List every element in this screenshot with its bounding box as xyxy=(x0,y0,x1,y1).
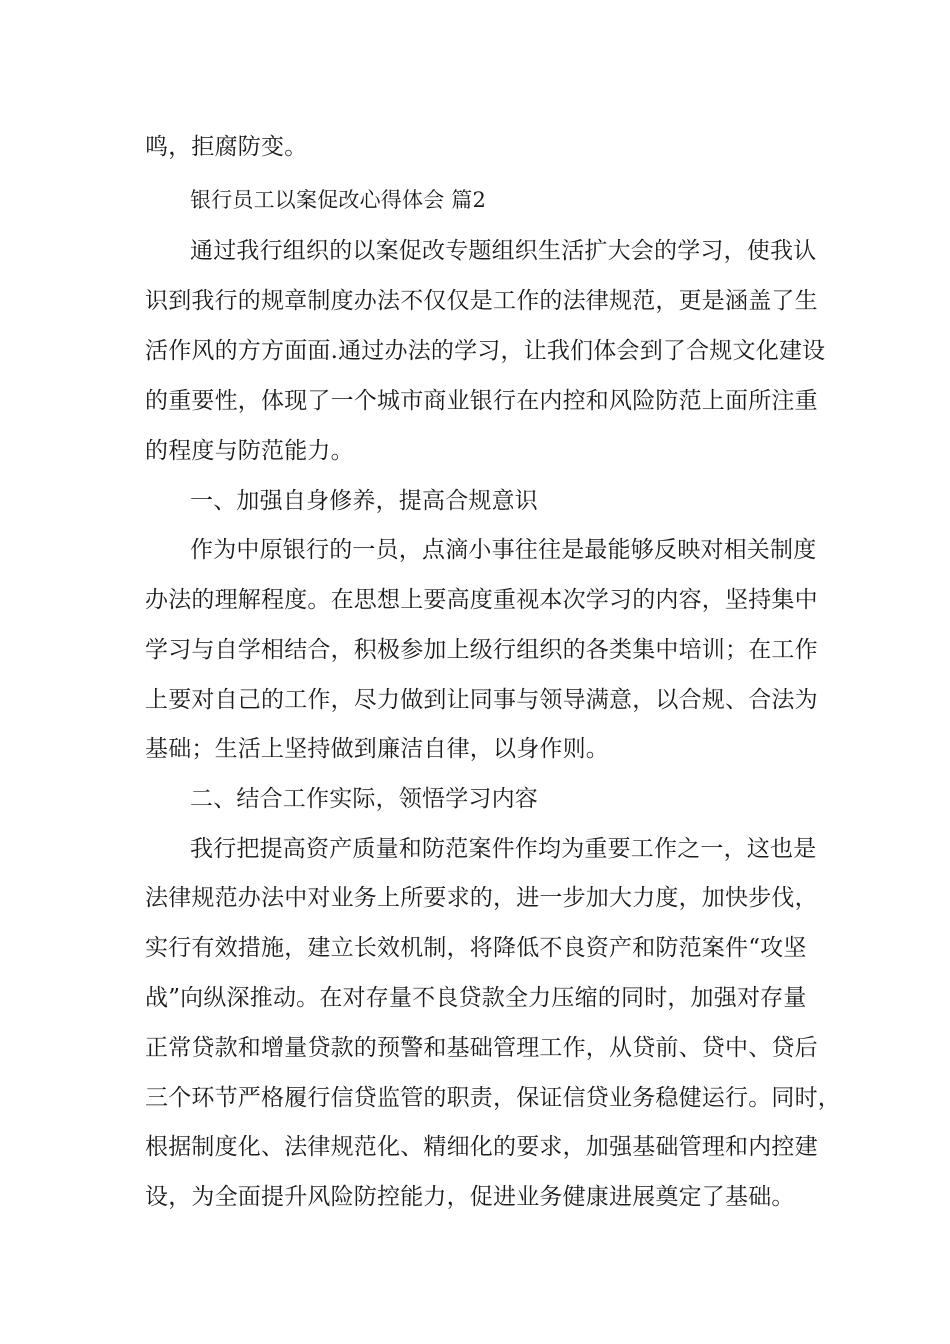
text-line: 的重要性，体现了一个城市商业银行在内控和风险防范上面所注重 xyxy=(145,388,818,414)
text-line: 上要对自己的工作，尽力做到让同事与领导满意，以合规、合法为 xyxy=(145,687,818,713)
text-line: 通过我行组织的以案促改专题组织生活扩大会的学习，使我认 xyxy=(190,238,817,264)
text-line: 战”向纵深推动。在对存量不良贷款全力压缩的同时，加强对存量 xyxy=(145,985,807,1011)
subheading: 二、结合工作实际，领悟学习内容 xyxy=(190,786,538,812)
text-line: 基础；生活上坚持做到廉洁自律，以身作则。 xyxy=(145,736,609,762)
text-line: 活作风的方方面面.通过办法的学习，让我们体会到了合规文化建设 xyxy=(145,338,826,364)
text-line: 办法的理解程度。在思想上要高度重视本次学习的内容，坚持集中 xyxy=(145,587,818,613)
text-line: 学习与自学相结合，积极参加上级行组织的各类集中培训；在工作 xyxy=(145,637,818,663)
text-line: 法律规范办法中对业务上所要求的，进一步加大力度，加快步伐， xyxy=(145,885,818,911)
text-line: 作为中原银行的一员，点滴小事往往是最能够反映对相关制度 xyxy=(190,537,817,563)
text-line: 实行有效措施，建立长效机制，将降低不良资产和防范案件“攻坚 xyxy=(145,935,807,961)
text-line: 设，为全面提升风险防控能力，促进业务健康进展奠定了基础。 xyxy=(145,1184,795,1210)
text-line: 鸣，拒腐防变。 xyxy=(145,134,308,160)
text-line: 三个环节严格履行信贷监管的职责，保证信贷业务稳健运行。同时， xyxy=(145,1085,841,1111)
text-line: 我行把提高资产质量和防范案件作均为重要工作之一，这也是 xyxy=(190,836,817,862)
section-title: 银行员工以案促改心得体会 篇2 xyxy=(190,188,487,212)
text-line: 根据制度化、法律规范化、精细化的要求，加强基础管理和内控建 xyxy=(145,1134,818,1160)
text-line: 识到我行的规章制度办法不仅仅是工作的法律规范，更是涵盖了生 xyxy=(145,288,818,314)
subheading: 一、加强自身修养，提高合规意识 xyxy=(190,488,538,514)
text-line: 正常贷款和增量贷款的预警和基础管理工作，从贷前、贷中、贷后 xyxy=(145,1035,818,1061)
text-line: 的程度与防范能力。 xyxy=(145,438,354,464)
